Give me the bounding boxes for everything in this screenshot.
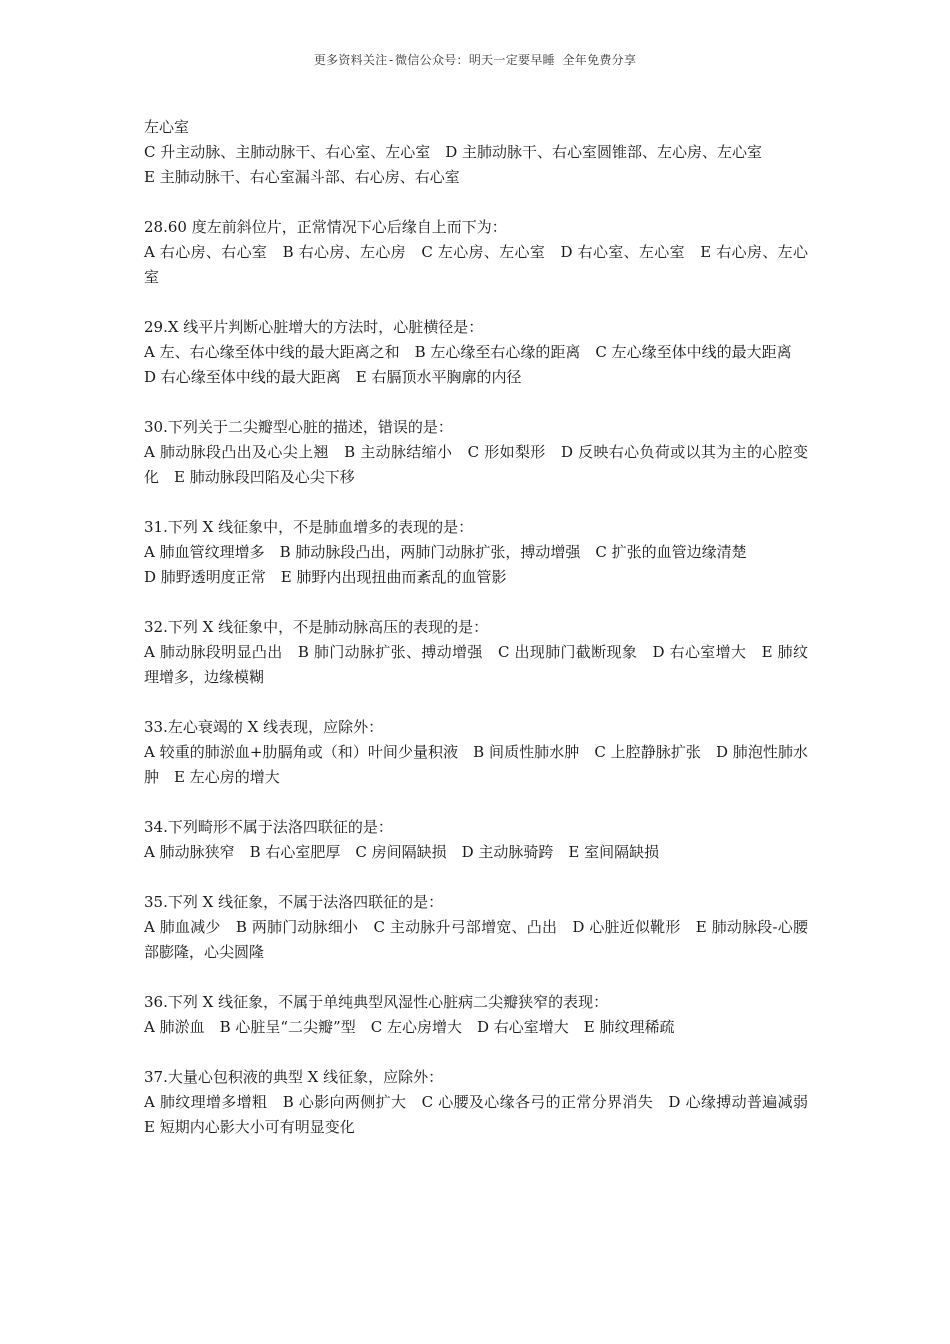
question-37 (144, 1065, 824, 1140)
question-options: D 右心缘至体中线的最大距离 E 右膈顶水平胸廓的内径 (144, 368, 522, 386)
question-36 (144, 990, 808, 1040)
question-stem: 32.下列 X 线征象中，不是肺动脉高压的表现的是： (144, 618, 489, 636)
question-stem: 37.大量心包积液的典型 X 线征象，应除外： (144, 1068, 444, 1086)
carryover-line: C 升主动脉、主肺动脉干、右心室、左心室 D 主肺动脉干、右心室圆锥部、左心房、左心室 (144, 143, 763, 161)
question-stem: 29.X 线平片判断心脏增大的方法时，心脏横径是： (144, 318, 484, 336)
question-30 (144, 415, 808, 490)
carryover-line: 左心室 (144, 118, 190, 136)
carryover-line: E 主肺动脉干、右心室漏斗部、右心房、右心室 (144, 168, 460, 186)
question-stem: 30.下列关于二尖瓣型心脏的描述，错误的是： (144, 418, 453, 436)
question-33 (144, 715, 808, 790)
page-header: 更多资料关注-微信公众号：明天一定要早睡 全年免费分享 (313, 53, 637, 67)
question-options: A 肺动脉狭窄 B 右心室肥厚 C 房间隔缺损 D 主动脉骑跨 E 室间隔缺损 (144, 843, 660, 861)
document-body (144, 115, 824, 1140)
question-29 (144, 315, 808, 390)
question-options: A 较重的肺淤血+肋膈角或（和）叶间少量积液 B 间质性肺水肿 C 上腔静脉扩张 D 肺泡性肺水肿 E 左心房的增大 (144, 743, 808, 786)
question-stem: 33.左心衰竭的 X 线表现，应除外： (144, 718, 384, 736)
question-35 (144, 890, 808, 965)
question-options: D 肺野透明度正常 E 肺野内出现扭曲而紊乱的血管影 (144, 568, 507, 586)
question-options: A 肺纹理增多增粗 B 心影向两侧扩大 C 心腰及心缘各弓的正常分界消失 D 心缘搏动普遍减弱 E 短期内心影大小可有明显变化 (144, 1093, 824, 1136)
question-stem: 36.下列 X 线征象，不属于单纯典型风湿性心脏病二尖瓣狭窄的表现： (144, 993, 609, 1011)
question-options: A 肺动脉段凸出及心尖上翘 B 主动脉结缩小 C 形如梨形 D 反映右心负荷或以其为主的心腔变化 E 肺动脉段凹陷及心尖下移 (144, 443, 808, 486)
question-stem: 31.下列 X 线征象中，不是肺血增多的表现的是： (144, 518, 474, 536)
question-stem: 35.下列 X 线征象，不属于法洛四联征的是： (144, 893, 444, 911)
carryover-block (144, 115, 808, 190)
question-options: A 左、右心缘至体中线的最大距离之和 B 左心缘至右心缘的距离 C 左心缘至体中线的最大距离 (144, 343, 792, 361)
question-34 (144, 815, 808, 865)
question-options: A 肺动脉段明显凸出 B 肺门动脉扩张、搏动增强 C 出现肺门截断现象 D 右心室增大 E 肺纹理增多，边缘模糊 (144, 643, 808, 686)
question-options: A 肺血减少 B 两肺门动脉细小 C 主动脉升弓部增宽、凸出 D 心脏近似靴形 E 肺动脉段-心腰部膨隆，心尖圆隆 (144, 918, 808, 961)
question-stem: 28.60 度左前斜位片，正常情况下心后缘自上而下为： (144, 218, 507, 236)
question-options: A 肺淤血 B 心脏呈“二尖瓣”型 C 左心房增大 D 右心室增大 E 肺纹理稀疏 (144, 1018, 675, 1036)
question-options: A 右心房、右心室 B 右心房、左心房 C 左心房、左心室 D 右心室、左心室 E 右心房、左心室 (144, 243, 808, 286)
question-options: A 肺血管纹理增多 B 肺动脉段凸出，两肺门动脉扩张，搏动增强 C 扩张的血管边缘清楚 (144, 543, 747, 561)
question-32 (144, 615, 808, 690)
question-28 (144, 215, 808, 290)
question-31 (144, 515, 808, 590)
question-stem: 34.下列畸形不属于法洛四联征的是： (144, 818, 393, 836)
